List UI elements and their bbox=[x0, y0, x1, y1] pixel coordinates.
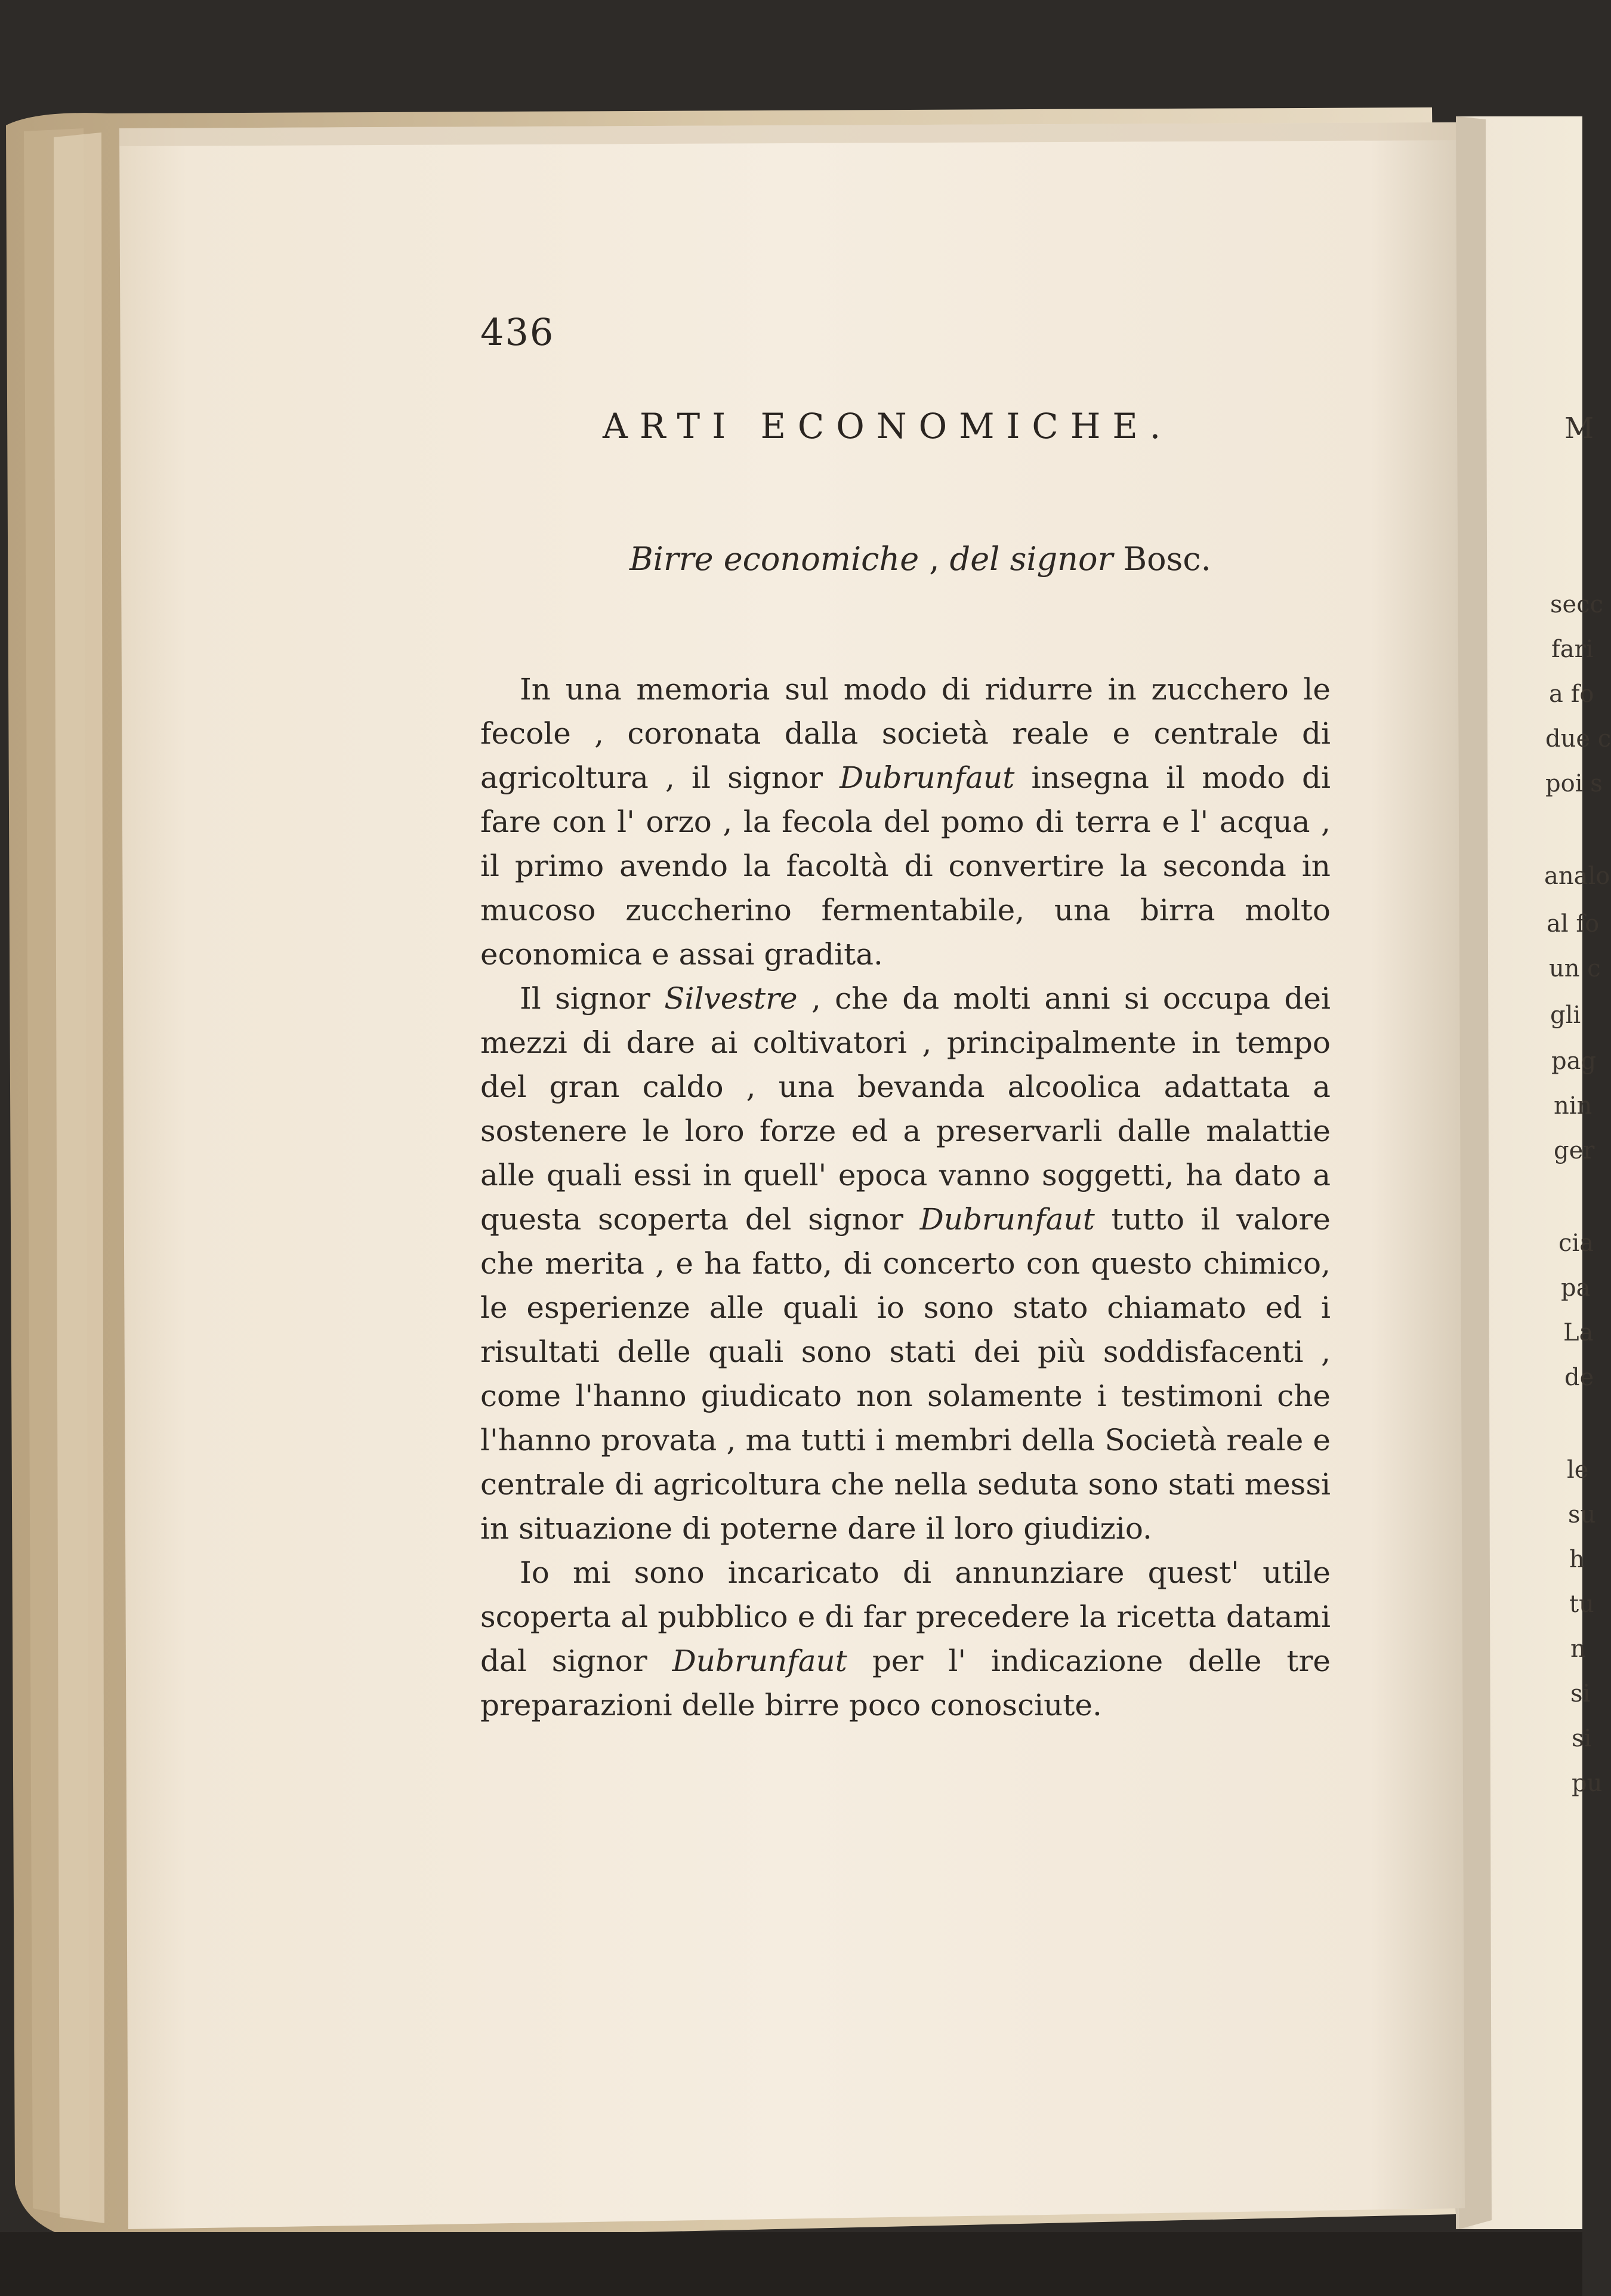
article-title-part1: Birre economiche bbox=[629, 540, 919, 578]
italic-name: Dubrunfaut bbox=[672, 1644, 847, 1678]
right-page-fragment: le bbox=[1567, 1456, 1589, 1484]
right-page-fragment: su bbox=[1568, 1501, 1596, 1528]
article-title-part2: del signor bbox=[949, 540, 1113, 578]
right-page-fragment: fari bbox=[1551, 636, 1594, 663]
article-title-sep: , bbox=[919, 540, 950, 578]
paragraph bbox=[480, 1551, 1331, 1727]
right-page-fragment: un c bbox=[1549, 955, 1601, 982]
text-run: In una memoria sul modo di ridurre in zucchero le fecole , coronata dalla società reale e centrale di agricoltura , il signor bbox=[480, 672, 1331, 795]
right-page-fragment: due c bbox=[1545, 725, 1611, 753]
italic-name: Dubrunfaut bbox=[919, 1202, 1095, 1237]
right-page-fragment: gli bbox=[1550, 1001, 1581, 1029]
text-run: , che da molti anni si occupa dei mezzi di dare ai coltivatori , principalmente in tempo del gran caldo , una bevanda alcoolica adattata a sostenere le loro forze ed a preservarli dalle malattie alle quali essi in quell' epoca vanno soggetti, ha dato a questa scoperta del signor bbox=[480, 981, 1331, 1237]
right-page-fragment: a fo bbox=[1549, 680, 1594, 708]
article-title bbox=[629, 540, 1211, 578]
text-run: Il signor bbox=[520, 981, 665, 1016]
right-page-fragment: ger bbox=[1554, 1137, 1595, 1164]
paragraph bbox=[480, 667, 1331, 976]
article-body bbox=[480, 667, 1331, 1727]
page-number: 436 bbox=[480, 310, 555, 354]
right-page-fragment: cia bbox=[1558, 1229, 1594, 1257]
right-page-fragment: h bbox=[1569, 1546, 1585, 1573]
right-page-fragment: de bbox=[1564, 1364, 1594, 1391]
right-page-fragment: si bbox=[1570, 1680, 1591, 1708]
right-page-fragment: al fo bbox=[1547, 910, 1600, 938]
right-page-fragment: analo bbox=[1544, 862, 1610, 890]
paragraph bbox=[480, 976, 1331, 1551]
text-run: tutto il valore che merita , e ha fatto, di concerto con questo chimico, le esperienze alle quali io sono stato chiamato ed i risultati delle quali sono stati dei più soddisfacenti , come l'hanno giudicato non solamente i testimoni che l'hanno provata , ma tutti i membri della Società reale e centrale di agricoltura che nella seduta sono stati messi in situazione di poterne dare il loro giudizio. bbox=[480, 1202, 1331, 1546]
right-page-fragment: La bbox=[1563, 1319, 1594, 1346]
right-page-fragment: secc bbox=[1550, 591, 1604, 618]
text-run: per l' indicazione delle tre preparazioni delle birre poco conosciute. bbox=[480, 1644, 1331, 1722]
right-page-fragment: nin bbox=[1554, 1092, 1593, 1120]
right-page-fragment: si bbox=[1572, 1725, 1592, 1752]
right-page-fragment: poi s bbox=[1545, 770, 1603, 797]
italic-name: Silvestre bbox=[664, 981, 798, 1016]
article-author: Bosc. bbox=[1113, 540, 1211, 578]
right-page-fragment: pag bbox=[1551, 1047, 1597, 1075]
right-page-fragment: pu bbox=[1572, 1770, 1603, 1797]
right-page-fragment: tu bbox=[1569, 1591, 1594, 1618]
right-page-fragment: pa bbox=[1561, 1274, 1591, 1302]
text-run: insegna il modo di fare con l' orzo , la fecola del pomo di terra e l' acqua , il primo avendo la facoltà di convertire la seconda in mucoso zuccherino fermentabile, una birra molto economica e assai gradita. bbox=[480, 760, 1331, 972]
section-title: ARTI ECONOMICHE. bbox=[603, 406, 1173, 446]
right-page-fragment: M bbox=[1564, 412, 1594, 445]
italic-name: Dubrunfaut bbox=[840, 760, 1015, 795]
text-run: Io mi sono incaricato di annunziare quest' utile scoperta al pubblico e di far precedere la ricetta datami dal signor bbox=[480, 1555, 1331, 1678]
right-page-fragment: n bbox=[1570, 1635, 1586, 1663]
